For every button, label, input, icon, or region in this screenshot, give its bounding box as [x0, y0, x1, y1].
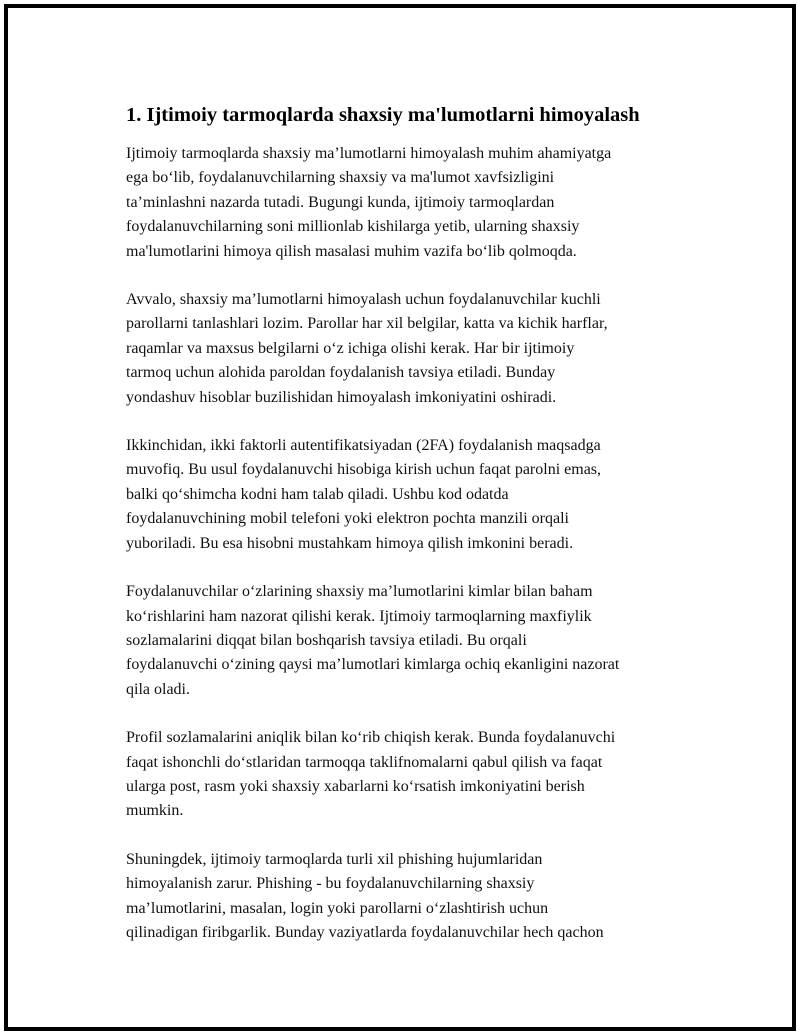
text-line: Foydalanuvchilar o‘zlarining shaxsiy ma’lumotlarini kimlar bilan baham: [126, 583, 593, 601]
text-line: foydalanuvchilarning soni millionlab kishilarga yetib, ularning shaxsiy: [126, 218, 580, 236]
text-line: mumkin.: [126, 802, 184, 820]
text-line: Shuningdek, ijtimoiy tarmoqlarda turli xil phishing hujumlaridan: [126, 850, 543, 868]
text-line: yondashuv hisoblar buzilishidan himoyalash imkoniyatini oshiradi.: [126, 388, 557, 406]
paragraph-2: [126, 288, 704, 410]
text-line: ma’lumotlarini, masalan, login yoki parollarni o‘zlashtirish uchun: [126, 899, 549, 917]
paragraph-3: [126, 434, 704, 556]
text-line: parollarni tanlashlari lozim. Parollar har xil belgilar, katta va kichik harflar,: [126, 315, 608, 333]
text-line: raqamlar va maxsus belgilarni o‘z ichiga olishi kerak. Har bir ijtimoiy: [126, 339, 575, 357]
text-line: faqat ishonchli do‘stlaridan tarmoqqa taklifnomalarni qabul qilish va faqat: [126, 753, 603, 771]
paragraph-6: [126, 848, 704, 946]
document-body: [126, 102, 704, 969]
text-line: sozlamalarini diqqat bilan boshqarish tavsiya etiladi. Bu orqali: [126, 631, 527, 649]
text-line: ularga post, rasm yoki shaxsiy xabarlarni ko‘rsatish imkoniyatini berish: [126, 777, 585, 795]
text-line: ega bo‘lib, foydalanuvchilarning shaxsiy va ma'lumot xavfsizligini: [126, 169, 555, 187]
text-line: himoyalanish zarur. Phishing - bu foydalanuvchilarning shaxsiy: [126, 875, 535, 893]
page-frame: [4, 4, 796, 1031]
text-line: Ikkinchidan, ikki faktorli autentifikatsiyadan (2FA) foydalanish maqsadga: [126, 437, 601, 455]
text-line: balki qo‘shimcha kodni ham talab qiladi. Ushbu kod odatda: [126, 485, 509, 503]
text-line: ko‘rishlarini ham nazorat qilishi kerak. Ijtimoiy tarmoqlarning maxfiylik: [126, 607, 592, 625]
text-line: tarmoq uchun alohida paroldan foydalanish tavsiya etiladi. Bunday: [126, 364, 556, 382]
text-line: Profil sozlamalarini aniqlik bilan ko‘rib chiqish kerak. Bunda foydalanuvchi: [126, 729, 616, 747]
paragraph-4: [126, 580, 704, 702]
text-line: ta’minlashni nazarda tutadi. Bugungi kunda, ijtimoiy tarmoqlardan: [126, 193, 555, 211]
text-line: foydalanuvchining mobil telefoni yoki elektron pochta manzili orqali: [126, 510, 569, 528]
paragraph-1: [126, 142, 704, 264]
text-line: Avvalo, shaxsiy ma’lumotlarni himoyalash uchun foydalanuvchilar kuchli: [126, 291, 601, 309]
text-line: ma'lumotlarini himoya qilish masalasi muhim vazifa bo‘lib qolmoqda.: [126, 242, 577, 260]
text-line: muvofiq. Bu usul foydalanuvchi hisobiga kirish uchun faqat parolni emas,: [126, 461, 602, 479]
text-line: yuboriladi. Bu esa hisobni mustahkam himoya qilish imkonini beradi.: [126, 534, 574, 552]
text-line: qilinadigan firibgarlik. Bunday vaziyatlarda foydalanuvchilar hech qachon: [126, 923, 604, 941]
document-title: 1. Ijtimoiy tarmoqlarda shaxsiy ma'lumotlarni himoyalash: [126, 104, 640, 126]
text-line: qila oladi.: [126, 680, 190, 698]
paragraph-5: [126, 726, 704, 824]
text-line: foydalanuvchi o‘zining qaysi ma’lumotlari kimlarga ochiq ekanligini nazorat: [126, 656, 620, 674]
text-line: Ijtimoiy tarmoqlarda shaxsiy ma’lumotlarni himoyalash muhim ahamiyatga: [126, 145, 612, 162]
